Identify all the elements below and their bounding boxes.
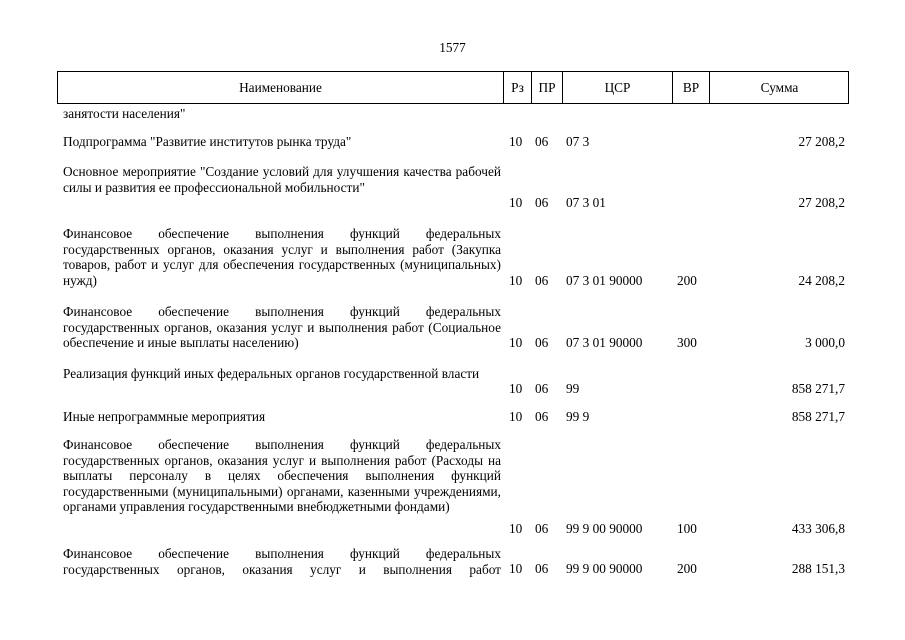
row-pr: 06 [535, 561, 549, 576]
row-rz: 10 [509, 381, 523, 396]
row-rz: 10 [509, 409, 523, 424]
row-sum: 27 208,2 [798, 195, 845, 210]
row-pr: 06 [535, 381, 549, 396]
row-name: занятости населения" [63, 106, 186, 121]
row-rz: 10 [509, 273, 523, 288]
header-rz: Рз [503, 72, 531, 103]
row-rz: 10 [509, 335, 523, 350]
row-pr: 06 [535, 521, 549, 536]
row-csr: 99 9 00 90000 [566, 561, 643, 576]
row-csr: 07 3 01 [566, 195, 606, 210]
row-pr: 06 [535, 409, 549, 424]
row-name: Финансовое обеспечение выполнения функций федеральных государственных органов, оказания услуг и выполнения работ (Закупка товаров, работ и услуг для обеспечения государственных (муниципальных) нужд) [63, 226, 501, 288]
row-pr: 06 [535, 335, 549, 350]
row-rz: 10 [509, 521, 523, 536]
row-name: Реализация функций иных федеральных органов государственной власти [63, 366, 480, 381]
row-sum: 433 306,8 [791, 521, 845, 536]
row-name: Финансовое обеспечение выполнения функций федеральных государственных органов, оказания услуг и выполнения работ (Расходы на выплаты персоналу в целях обеспечения выполнения функций государственными (муниципальными) органами, казенными учреждениями, органами управления государственными внебюджетными фондами) [63, 437, 501, 514]
row-rz: 10 [509, 195, 523, 210]
row-name: Иные непрограммные мероприятия [63, 409, 266, 424]
row-vr: 300 [677, 335, 697, 350]
row-csr: 07 3 [566, 134, 590, 149]
row-vr: 200 [677, 273, 697, 288]
row-sum: 24 208,2 [798, 273, 845, 288]
row-name: Финансовое обеспечение выполнения функций федеральных государственных органов, оказания услуг и выполнения работ (Социальное обеспечение и иные выплаты населению) [63, 304, 501, 350]
row-rz: 10 [509, 134, 523, 149]
row-pr: 06 [535, 134, 549, 149]
table-header [57, 71, 849, 104]
row-vr: 200 [677, 561, 697, 576]
row-csr: 99 9 00 90000 [566, 521, 643, 536]
header-pr: ПР [531, 72, 562, 103]
row-sum: 858 271,7 [791, 381, 845, 396]
row-csr: 99 9 [566, 409, 590, 424]
row-name: Основное мероприятие "Создание условий для улучшения качества рабочей силы и развития ее профессиональной мобильности" [63, 164, 501, 195]
row-rz: 10 [509, 561, 523, 576]
row-sum: 27 208,2 [798, 134, 845, 149]
row-pr: 06 [535, 195, 549, 210]
page-number: 1577 [439, 40, 466, 55]
row-pr: 06 [535, 273, 549, 288]
header-csr: ЦСР [562, 72, 672, 103]
row-name: Финансовое обеспечение выполнения функций федеральных государственных органов, оказания услуг и выполнения работ [63, 546, 501, 577]
header-name: Наименование [239, 80, 322, 95]
header-vr: ВР [672, 72, 709, 103]
row-vr: 100 [677, 521, 697, 536]
row-csr: 07 3 01 90000 [566, 273, 643, 288]
row-sum: 3 000,0 [805, 335, 845, 350]
row-name: Подпрограмма "Развитие институтов рынка труда" [63, 134, 352, 149]
row-csr: 99 [566, 381, 580, 396]
header-sum: Сумма [709, 72, 849, 103]
row-csr: 07 3 01 90000 [566, 335, 643, 350]
row-sum: 288 151,3 [791, 561, 845, 576]
row-sum: 858 271,7 [791, 409, 845, 424]
